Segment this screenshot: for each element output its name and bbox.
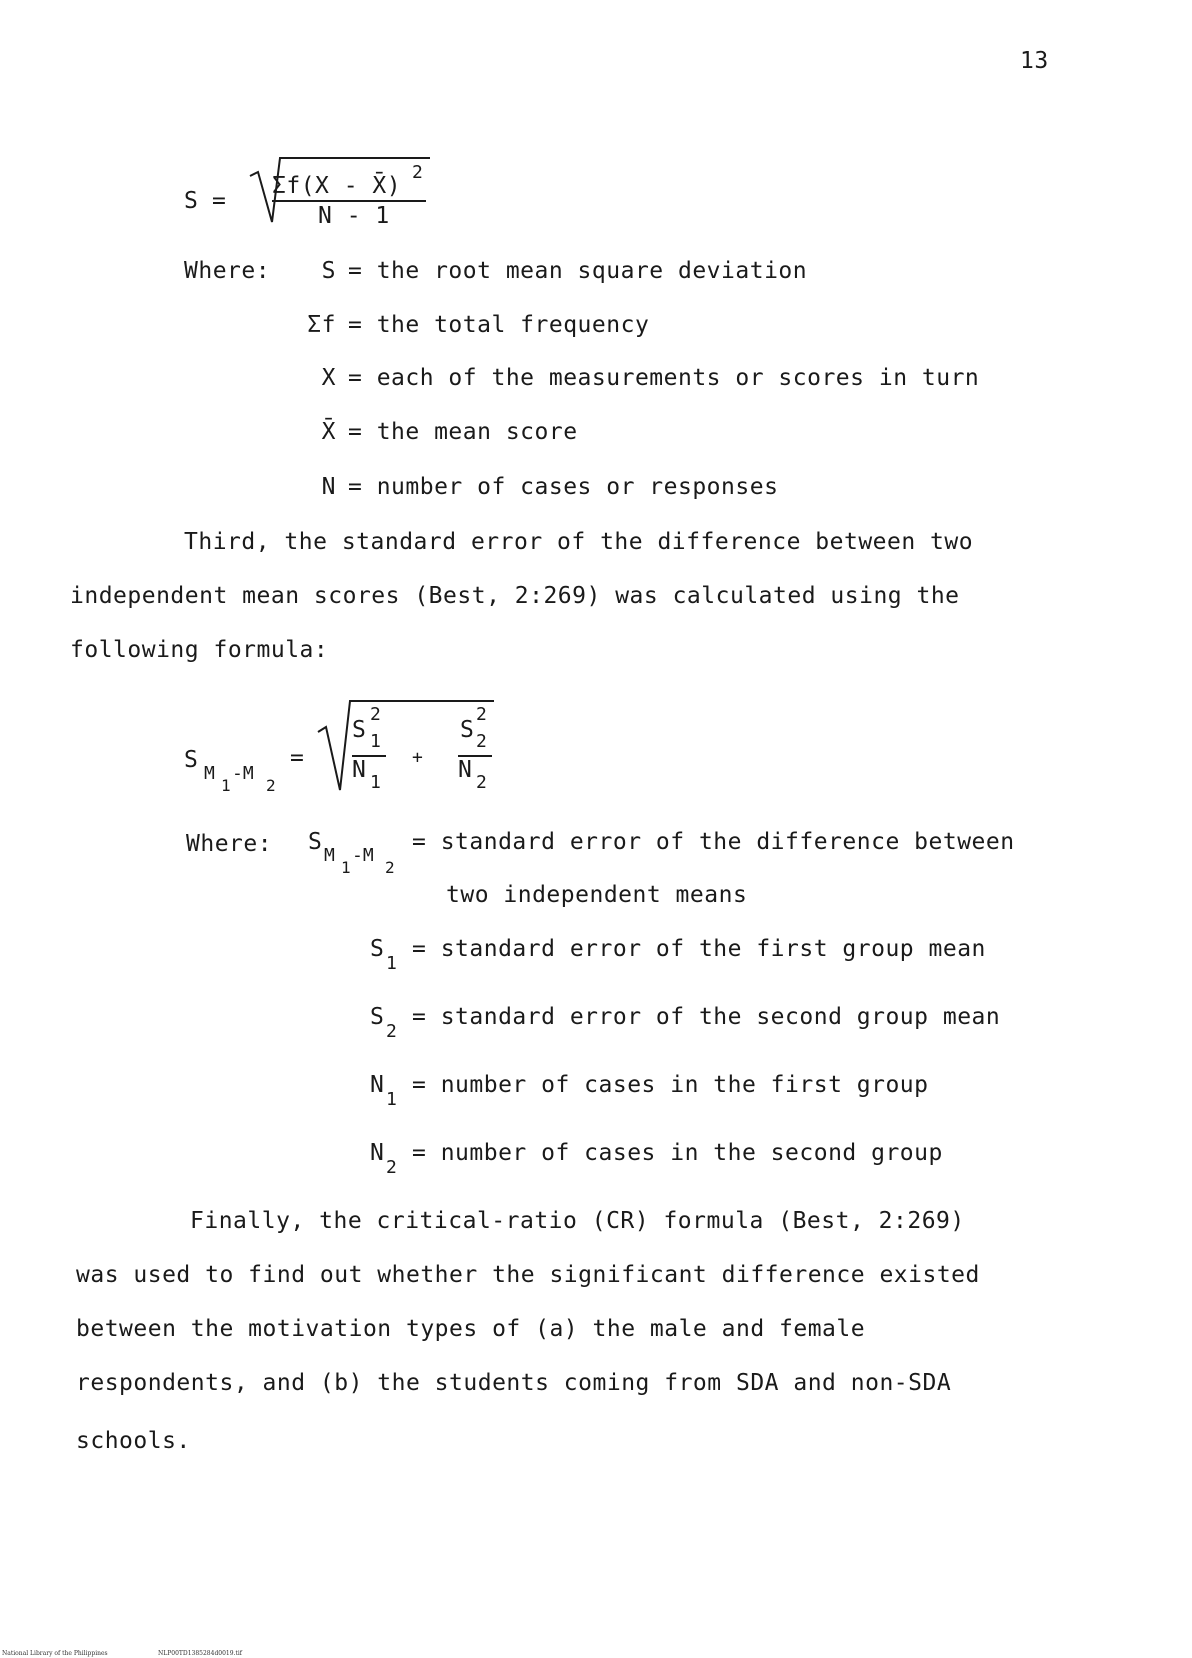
def-s1-text: = standard error of the first group mean (412, 936, 986, 962)
formula2-lhs-base: S (184, 747, 199, 773)
formula2-term1-num-sub: 1 (370, 731, 381, 752)
def-s1-sub: 1 (386, 953, 397, 974)
formula2-lhs-sub-1: 1 (221, 776, 231, 795)
def2-symbol: Σf (307, 312, 336, 338)
formula2-term2-num-sub: 2 (476, 731, 487, 752)
formula2-lhs-sub-2: 2 (266, 776, 276, 795)
formula2-term1-num: S (352, 717, 367, 743)
def1-text: = the root mean square deviation (348, 258, 808, 284)
def-n2-sub: 2 (386, 1157, 397, 1178)
def-n2-text: = number of cases in the second group (412, 1140, 943, 1166)
paragraph1-line2: independent mean scores (Best, 2:269) was calculated using the (70, 583, 960, 609)
paragraph2-line2: was used to find out whether the significant difference existed (76, 1262, 980, 1288)
where2-main-text-cont: two independent means (446, 882, 748, 908)
def2-text: = the total frequency (348, 312, 650, 338)
formula1-lhs: S (184, 188, 199, 214)
formula2-lhs-sub-m: M (204, 763, 215, 784)
def-s2-sub: 2 (386, 1021, 397, 1042)
paragraph2-line5: schools. (76, 1428, 191, 1454)
def4-text: = the mean score (348, 419, 578, 445)
formula1-equals: = (212, 188, 227, 214)
paragraph2-line1: Finally, the critical-ratio (CR) formula (Best, 2:269) (190, 1208, 965, 1234)
def3-symbol: X (321, 365, 336, 391)
def-s2-text: = standard error of the second group mean (412, 1004, 1001, 1030)
def-s2-base: S (370, 1004, 385, 1030)
page-number: 13 (1020, 48, 1049, 74)
def-n1-base: N (370, 1072, 385, 1098)
where2-symbol-base: S (308, 829, 323, 855)
def4-symbol: X̄ (321, 419, 336, 445)
formula2-plus: + (412, 747, 424, 768)
formula2-term2-num-sup: 2 (476, 704, 487, 725)
formula2-lhs-dash-m: -M (232, 763, 254, 784)
def1-symbol: S (321, 258, 336, 284)
formula1-fraction-bar (272, 200, 426, 202)
where2-symbol-sub-1: 1 (341, 858, 351, 877)
paragraph1-line3: following formula: (70, 637, 329, 663)
where1-label: Where: (184, 258, 271, 284)
def-n2-base: N (370, 1140, 385, 1166)
where2-label: Where: (186, 831, 273, 857)
def5-text: = number of cases or responses (348, 474, 779, 500)
paragraph2-line4: respondents, and (b) the students coming from SDA and non-SDA (76, 1370, 952, 1396)
formula2-term2-den: N (458, 757, 473, 783)
where2-main-text: = standard error of the difference between (412, 829, 1015, 855)
formula2-term1-num-sup: 2 (370, 704, 381, 725)
formula2-term1-den-sub: 1 (370, 772, 381, 793)
where2-symbol-sub-m: M (324, 845, 335, 866)
def-s1-base: S (370, 936, 385, 962)
formula2-term1-den: N (352, 757, 367, 783)
where2-symbol-sub-2: 2 (385, 858, 395, 877)
formula2-term2-den-sub: 2 (476, 772, 487, 793)
footer-library-label: National Library of the Philippines (2, 1650, 108, 1657)
paragraph2-line3: between the motivation types of (a) the male and female (76, 1316, 866, 1342)
formula1-exponent: 2 (412, 162, 423, 183)
def3-text: = each of the measurements or scores in turn (348, 365, 980, 391)
formula2-equals: = (290, 745, 305, 771)
def5-symbol: N (321, 474, 336, 500)
paragraph1-line1: Third, the standard error of the difference between two (184, 529, 974, 555)
footer-file-label: NLP00TD1385284d0019.tif (158, 1650, 243, 1657)
formula1-denominator: N - 1 (318, 203, 390, 229)
formula2-term2-num: S (460, 717, 475, 743)
def-n1-text: = number of cases in the first group (412, 1072, 929, 1098)
formula1-numerator: Σf(X - X̄) (272, 173, 402, 199)
def-n1-sub: 1 (386, 1089, 397, 1110)
where2-symbol-sub-dash-m: -M (352, 845, 374, 866)
